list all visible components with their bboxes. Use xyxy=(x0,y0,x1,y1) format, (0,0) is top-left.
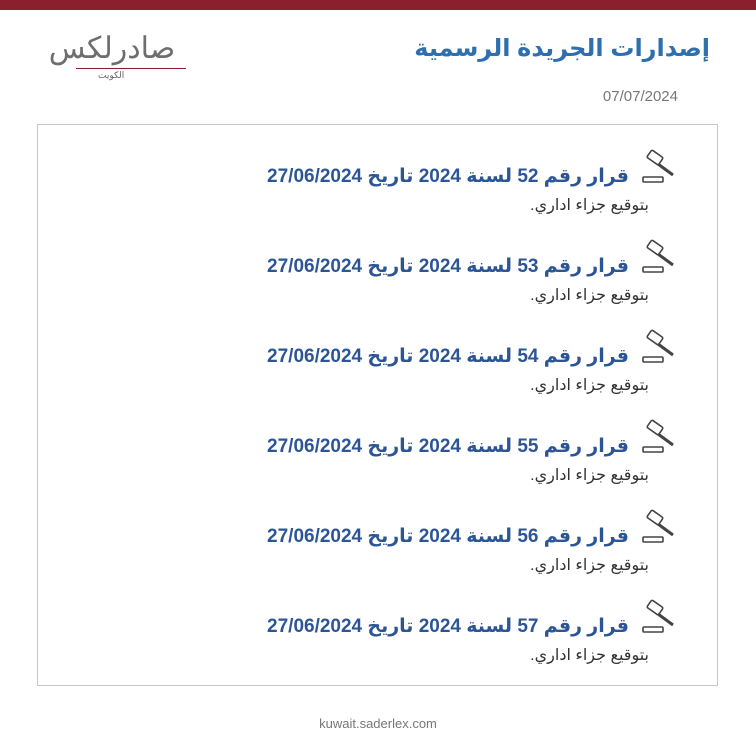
release-description: بتوقيع جزاء اداري. xyxy=(530,287,649,304)
gavel-icon xyxy=(637,507,679,547)
release-item[interactable] xyxy=(79,417,679,507)
release-description: بتوقيع جزاء اداري. xyxy=(530,647,649,664)
gazette-releases-panel xyxy=(37,124,718,686)
release-description: بتوقيع جزاء اداري. xyxy=(530,467,649,484)
release-title-link[interactable]: قرار رقم 57 لسنة 2024 تاريخ 27/06/2024 xyxy=(267,616,629,637)
release-item-header xyxy=(79,597,679,641)
release-description: بتوقيع جزاء اداري. xyxy=(530,197,649,214)
page-date: 07/07/2024 xyxy=(602,88,678,105)
logo-text: صادرلكس xyxy=(48,31,176,66)
release-item[interactable] xyxy=(79,507,679,597)
page-title: إصدارات الجريدة الرسمية xyxy=(414,35,710,62)
release-item[interactable] xyxy=(79,237,679,327)
logo-underline xyxy=(76,68,186,69)
gavel-icon xyxy=(637,597,679,637)
footer-url[interactable]: kuwait.saderlex.com xyxy=(319,716,437,731)
release-item-header xyxy=(79,147,679,191)
release-title-link[interactable]: قرار رقم 52 لسنة 2024 تاريخ 27/06/2024 xyxy=(267,166,629,187)
release-item[interactable] xyxy=(79,597,679,687)
release-item-header xyxy=(79,237,679,281)
release-item-header xyxy=(79,507,679,551)
releases-list xyxy=(79,147,679,687)
release-item-header xyxy=(79,417,679,461)
logo-wordmark xyxy=(36,30,188,68)
top-accent-bar xyxy=(0,0,756,10)
gavel-icon xyxy=(637,417,679,457)
release-item[interactable] xyxy=(79,147,679,237)
release-title-link[interactable]: قرار رقم 55 لسنة 2024 تاريخ 27/06/2024 xyxy=(267,436,629,457)
release-description: بتوقيع جزاء اداري. xyxy=(530,557,649,574)
release-title-link[interactable]: قرار رقم 53 لسنة 2024 تاريخ 27/06/2024 xyxy=(267,256,629,277)
release-item[interactable] xyxy=(79,327,679,417)
release-item-header xyxy=(79,327,679,371)
gavel-icon xyxy=(637,147,679,187)
gavel-icon xyxy=(637,237,679,277)
release-title-link[interactable]: قرار رقم 54 لسنة 2024 تاريخ 27/06/2024 xyxy=(267,346,629,367)
gavel-icon xyxy=(637,327,679,367)
release-description: بتوقيع جزاء اداري. xyxy=(530,377,649,394)
release-title-link[interactable]: قرار رقم 56 لسنة 2024 تاريخ 27/06/2024 xyxy=(267,526,629,547)
saderlex-logo[interactable] xyxy=(36,30,188,84)
logo-subtitle: الكويت xyxy=(98,70,125,80)
